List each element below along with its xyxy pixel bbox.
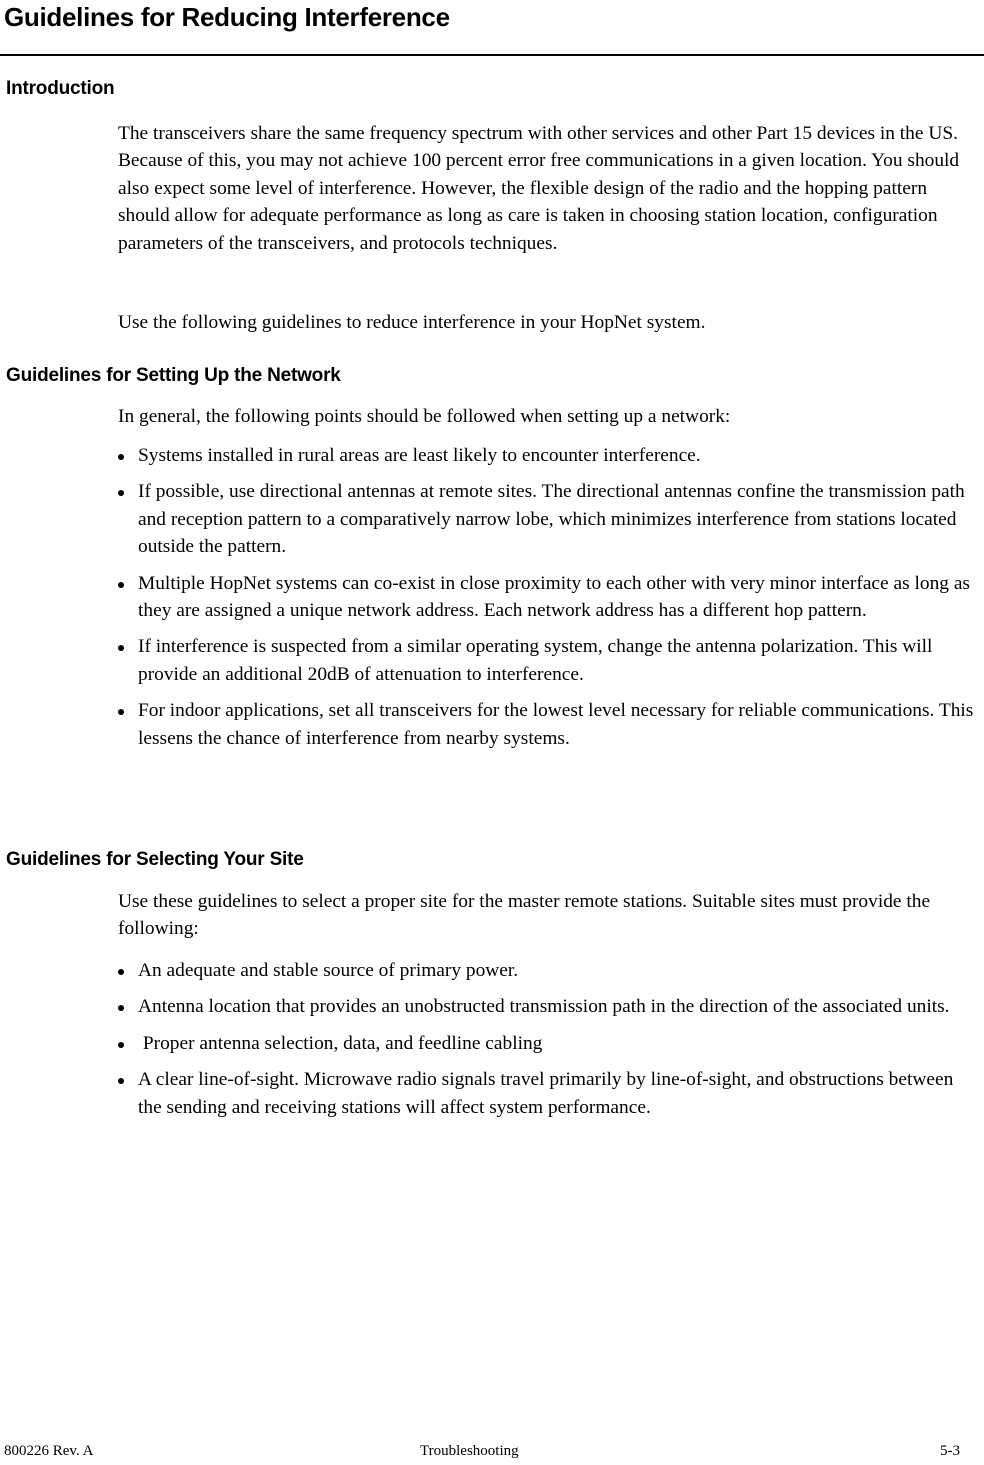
bullet-icon xyxy=(118,1042,124,1048)
introduction-guidelines-note: Use the following guidelines to reduce interference in your HopNet system. xyxy=(118,312,706,333)
list-item: A clear line-of-sight. Microwave radio signals travel primarily by line-of-sight, and obstructions between the sending and receiving stations will affect system performance. xyxy=(118,1066,976,1121)
network-guidelines-list xyxy=(118,442,976,761)
network-intro: In general, the following points should be followed when setting up a network: xyxy=(118,406,731,427)
bullet-icon xyxy=(118,454,124,460)
section-heading-introduction: Introduction xyxy=(6,78,115,99)
list-item: For indoor applications, set all transceivers for the lowest level necessary for reliable communications. This lessens the chance of interference from nearby systems. xyxy=(118,697,976,752)
bullet-icon xyxy=(118,582,124,588)
list-item: If interference is suspected from a similar operating system, change the antenna polarization. This will provide an additional 20dB of attenuation to interference. xyxy=(118,633,976,688)
section-heading-network: Guidelines for Setting Up the Network xyxy=(6,365,341,386)
site-intro: Use these guidelines to select a proper site for the master remote stations. Suitable sites must provide the following: xyxy=(118,891,931,940)
bullet-icon xyxy=(118,709,124,715)
footer-chapter: Troubleshooting xyxy=(420,1443,519,1459)
site-guidelines-list xyxy=(118,957,976,1130)
bullet-icon xyxy=(118,490,124,496)
bullet-icon xyxy=(118,969,124,975)
title-divider xyxy=(0,54,984,56)
list-item: Proper antenna selection, data, and feedline cabling xyxy=(118,1030,976,1057)
list-item: Systems installed in rural areas are least likely to encounter interference. xyxy=(118,442,976,469)
list-item: An adequate and stable source of primary power. xyxy=(118,957,976,984)
list-item: Antenna location that provides an unobstructed transmission path in the direction of the associated units. xyxy=(118,993,976,1020)
list-item: If possible, use directional antennas at remote sites. The directional antennas confine the transmission path and reception pattern to a comparatively narrow lobe, which minimizes interference from stations located outside the pattern. xyxy=(118,478,976,560)
bullet-icon xyxy=(118,1005,124,1011)
section-heading-site: Guidelines for Selecting Your Site xyxy=(6,849,304,870)
page-title: Guidelines for Reducing Interference xyxy=(4,2,450,32)
bullet-icon xyxy=(118,645,124,651)
bullet-icon xyxy=(118,1078,124,1084)
footer-page-number: 5-3 xyxy=(940,1443,960,1459)
footer-doc-number: 800226 Rev. A xyxy=(4,1443,94,1459)
list-item: Multiple HopNet systems can co-exist in close proximity to each other with very minor interface as long as they are assigned a unique network address. Each network address has a different hop pattern. xyxy=(118,570,976,625)
introduction-paragraph: The transceivers share the same frequency spectrum with other services and other Part 15 devices in the US. Because of this, you may not achieve 100 percent error free communications in a given location. You should also expect some level of interference. However, the flexible design of the radio and the hopping pattern should allow for adequate performance as long as care is taken in choosing station location, configuration parameters of the transceivers, and protocols techniques. xyxy=(118,123,960,254)
